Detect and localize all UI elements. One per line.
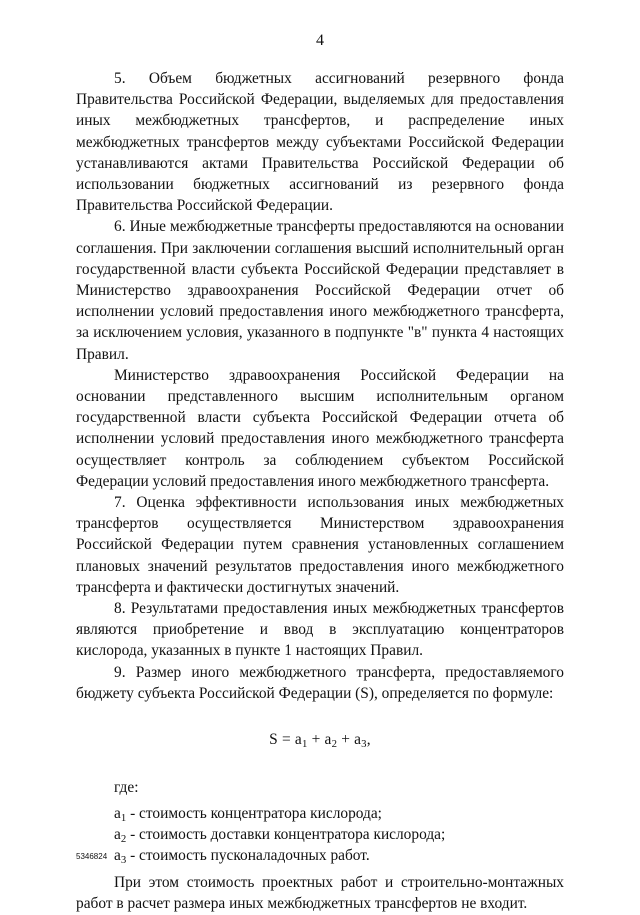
page-number: 4 — [316, 32, 324, 49]
paragraph-7: 7. Оценка эффективности использования иных межбюджетных трансфертов осуществляется Министерством здравоохранения Российской Федерации путем сравнения установленных соглашением плановых значений результатов предоставления иного межбюджетного трансферта и фактически достигнутых значений. — [76, 494, 564, 596]
definition-sub: 1 — [120, 811, 127, 824]
where-label: где: — [114, 779, 139, 797]
formula-tail: , — [366, 731, 371, 749]
formula-lhs: S = a — [269, 731, 302, 749]
definition-sub: 2 — [120, 832, 127, 845]
definition-var: a — [114, 846, 121, 864]
formula-sub-1: 1 — [301, 738, 308, 751]
paragraph-9: 9. Размер иного межбюджетного трансферта, предоставляемого бюджету субъекта Российской Федерации (S), определяется по формуле: — [76, 663, 564, 702]
paragraph-6-continued: Министерство здравоохранения Российской Федерации на основании представленного высшим исполнительным органом государственной власти субъекта Российской Федерации отчета об исполнении условий предоставления иного межбюджетного трансферта осуществляет контроль за соблюдением субъектом Российской Федерации условий предоставления иного межбюджетного трансферта. — [76, 366, 564, 490]
definition-a3 — [114, 845, 564, 866]
definition-a1 — [114, 803, 564, 824]
formula-plus-2: + a — [337, 731, 362, 749]
paragraph-8: 8. Результатами предоставления иных межбюджетных трансфертов являются приобретение и ввод в эксплуатацию концентраторов кислорода, указанных в пункте 1 настоящих Правил. — [76, 600, 564, 660]
formula — [76, 729, 564, 750]
formula-plus-1: + a — [307, 731, 332, 749]
final-paragraph: При этом стоимость проектных работ и строительно-монтажных работ в расчет размера иных межбюджетных трансфертов не входит. — [76, 874, 564, 913]
definition-text: - стоимость концентратора кислорода; — [126, 804, 382, 822]
definition-a2 — [114, 824, 564, 845]
definition-var: a — [114, 825, 121, 843]
definition-text: - стоимость доставки концентратора кислорода; — [126, 825, 446, 843]
definition-text: - стоимость пусконаладочных работ. — [126, 846, 370, 864]
paragraph-6: 6. Иные межбюджетные трансферты предоставляются на основании соглашения. При заключении соглашения высший исполнительный орган государственной власти субъекта Российской Федерации представляет в Министерство здравоохранения Российской Федерации отчет об исполнении условий предоставления иного межбюджетного трансферта, за исключением условия, указанного в подпункте "в" пункта 4 настоящих Правил. — [76, 218, 564, 363]
definition-var: a — [114, 804, 121, 822]
formula-sub-3: 3 — [361, 738, 367, 751]
definition-sub: 3 — [120, 853, 127, 866]
formula-sub-2: 2 — [331, 738, 338, 751]
document-code: 5346824 — [76, 852, 108, 861]
paragraph-5: 5. Объем бюджетных ассигнований резервного фонда Правительства Российской Федерации, выделяемых для предоставления иных межбюджетных трансфертов, и распределение иных межбюджетных трансфертов между субъектами Российской Федерации устанавливаются актами Правительства Российской Федерации об использовании бюджетных ассигнований из резервного фонда Правительства Российской Федерации. — [76, 70, 564, 215]
document-body — [76, 68, 564, 915]
